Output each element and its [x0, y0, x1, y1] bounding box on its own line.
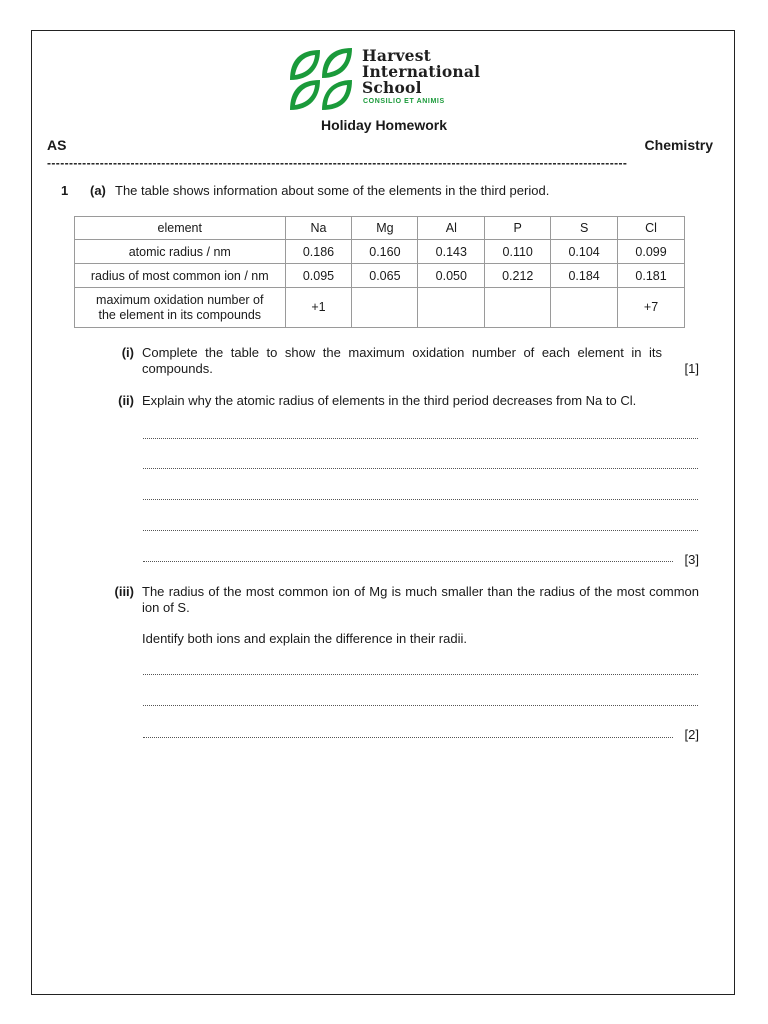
school-name-line2: International [362, 62, 481, 81]
table-cell: 0.065 [352, 264, 418, 288]
answer-cell-p[interactable] [485, 288, 551, 328]
table-cell: 0.110 [485, 240, 551, 264]
answer-line[interactable] [143, 695, 698, 706]
subpart-text-iii: The radius of the most common ion of Mg is much smaller than the radius of the most common ion of S. [142, 584, 699, 615]
table-header-cell: Na [285, 217, 352, 240]
table-cell: +1 [285, 288, 352, 328]
table-cell: 0.212 [485, 264, 551, 288]
answer-cell-s[interactable] [551, 288, 618, 328]
table-row [75, 264, 685, 288]
subpart-label-i: (i) [121, 345, 134, 360]
subpart-text-i: Complete the table to show the maximum oxidation number of each element in its compounds. [142, 345, 662, 376]
table-row [75, 288, 685, 328]
table-cell: 0.186 [285, 240, 352, 264]
answer-line[interactable] [143, 428, 698, 439]
page-title: Holiday Homework [320, 117, 448, 133]
subpart-text-iii-instruction: Identify both ions and explain the difference in their radii. [142, 631, 467, 646]
level-label: AS [47, 137, 67, 153]
marks-i: [1] [684, 361, 699, 376]
answer-line[interactable] [143, 551, 673, 562]
answer-line[interactable] [143, 489, 698, 500]
row-label: atomic radius / nm [75, 240, 286, 264]
table-header-cell: Al [418, 217, 485, 240]
table-cell: 0.099 [618, 240, 685, 264]
question-part: (a) [90, 183, 106, 198]
school-name-line1: Harvest [362, 46, 432, 65]
school-name-line3: School [362, 78, 422, 97]
table-cell: 0.143 [418, 240, 485, 264]
marks-iii: [2] [684, 727, 699, 742]
table-cell: 0.184 [551, 264, 618, 288]
subpart-label-ii: (ii) [118, 393, 134, 408]
subject-label: Chemistry [644, 137, 713, 153]
row-label [75, 288, 286, 328]
question-intro: The table shows information about some of the elements in the third period. [115, 183, 550, 198]
table-cell: +7 [618, 288, 685, 328]
table-header-cell: Cl [618, 217, 685, 240]
subpart-text-ii: Explain why the atomic radius of elements in the third period decreases from Na to Cl. [142, 393, 637, 408]
subpart-label-iii: (iii) [114, 584, 134, 599]
question-number: 1 [61, 183, 69, 198]
table-header-cell: element [75, 217, 286, 240]
answer-line[interactable] [143, 520, 698, 531]
row-label-line2: the element in its compounds [98, 307, 262, 322]
leaf-logo-icon [286, 46, 356, 112]
table-cell: 0.095 [285, 264, 352, 288]
table-row [75, 240, 685, 264]
table-cell: 0.160 [352, 240, 418, 264]
answer-line[interactable] [143, 727, 673, 738]
table-cell: 0.104 [551, 240, 618, 264]
table-cell: 0.050 [418, 264, 485, 288]
row-label-line1: maximum oxidation number of [96, 292, 264, 307]
answer-cell-al[interactable] [418, 288, 485, 328]
school-motto: CONSILIO ET ANIMIS [363, 98, 445, 105]
row-label: radius of most common ion / nm [75, 264, 286, 288]
table-cell: 0.181 [618, 264, 685, 288]
answer-line[interactable] [143, 458, 698, 469]
page-border [31, 30, 735, 995]
school-logo [286, 46, 506, 112]
separator-line: ------------------------------------------------------------------------------------------------------------------------------------ [47, 157, 628, 169]
answer-line[interactable] [143, 664, 698, 675]
answer-cell-mg[interactable] [352, 288, 418, 328]
marks-ii: [3] [684, 552, 699, 567]
elements-table [74, 216, 685, 328]
table-header-row [75, 217, 685, 240]
table-header-cell: Mg [352, 217, 418, 240]
table-header-cell: S [551, 217, 618, 240]
table-header-cell: P [485, 217, 551, 240]
